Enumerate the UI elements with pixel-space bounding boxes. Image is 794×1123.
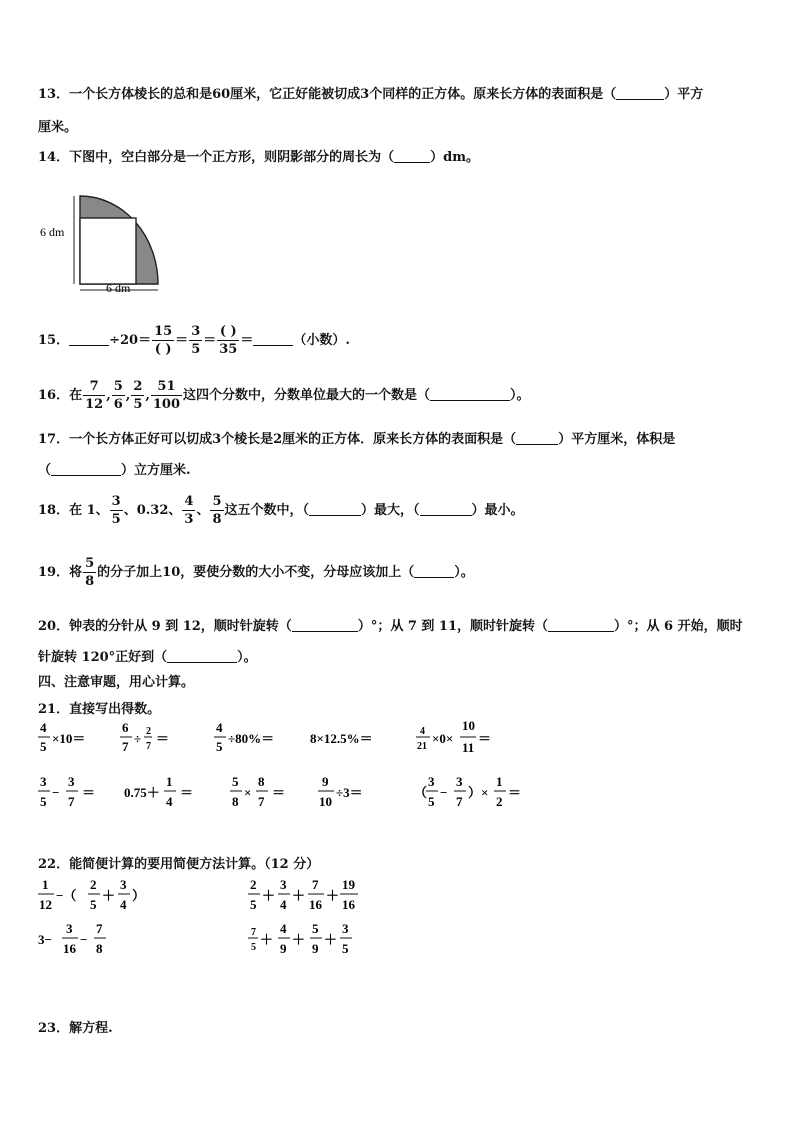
svg-text:10: 10 [319,794,332,809]
q15-div: ÷20＝ [109,333,152,348]
svg-text:（: （ [414,785,428,800]
q22-calculations [38,875,378,965]
q13-text: 一个长方体棱长的总和是60厘米，它正好能被切成3个同样的正方体。原来长方体的表面积是（ [69,87,617,102]
svg-text:12: 12 [39,897,52,912]
q14-tail: ）dm。 [430,150,479,165]
svg-text:1: 1 [166,774,173,789]
svg-text:3−: 3− [38,932,52,947]
svg-text:16: 16 [63,941,76,956]
svg-text:5: 5 [232,774,239,789]
q15-frac2: $\frac{3}{5}$ [191,324,201,357]
svg-text:）: ） [132,888,146,903]
svg-text:4: 4 [166,794,173,809]
svg-text:4: 4 [216,720,223,735]
q17-line2: （ ）立方厘米. [38,463,191,478]
q19-number: 19． [38,565,70,580]
calc-22-1 [38,877,145,912]
q15-blank1[interactable] [69,333,109,346]
svg-text:4: 4 [280,897,287,912]
q14-figure [38,188,168,300]
svg-text:7: 7 [68,794,75,809]
q18-frac: $\frac{5}{8}$ [212,494,222,527]
svg-text:3: 3 [280,877,287,892]
q18-blank2[interactable] [420,503,472,516]
svg-text:＝: ＝ [478,731,492,746]
svg-text:3: 3 [342,921,349,936]
svg-text:4: 4 [420,726,425,737]
q20-line2: 针旋转 120°正好到（ ）。 [38,650,257,665]
q13-number: 13． [38,87,70,102]
calc-row-2 [38,774,521,809]
svg-text:7: 7 [122,739,129,754]
svg-text:0.75＋: 0.75＋ [124,785,160,800]
svg-text:9: 9 [312,941,319,956]
svg-text:19: 19 [342,877,355,892]
svg-text:1: 1 [496,774,503,789]
svg-text:−: − [440,785,448,800]
svg-text:7: 7 [456,794,463,809]
q15-frac3: $\frac{( )}{35}$ [219,324,238,357]
svg-text:8: 8 [258,774,265,789]
svg-text:＋: ＋ [292,888,306,903]
svg-text:÷80%＝: ÷80%＝ [228,731,275,746]
calc-22-2 [248,877,358,912]
left-label: 6 dm [40,225,65,239]
q17-blank1[interactable] [516,432,558,445]
svg-text:7: 7 [258,794,265,809]
svg-text:×: × [244,785,252,800]
q14-blank[interactable] [394,150,430,163]
svg-text:4: 4 [120,897,127,912]
svg-text:＋: ＋ [326,888,340,903]
svg-text:−: − [80,932,88,947]
svg-text:×10＝: ×10＝ [52,731,86,746]
svg-text:÷: ÷ [134,731,142,746]
q18-frac: $\frac{3}{5}$ [111,494,121,527]
svg-text:5: 5 [40,739,47,754]
q13-tail: ）平方 [664,87,704,102]
svg-text:−: − [52,785,60,800]
q16-frac: $\frac{2}{5}$ [133,379,143,412]
q18-frac: $\frac{4}{3}$ [184,494,194,527]
svg-text:7: 7 [146,741,151,752]
svg-text:＝: ＝ [272,785,286,800]
q14-number: 14． [38,150,70,165]
svg-text:5: 5 [250,897,257,912]
q14-text: 下图中，空白部分是一个正方形，则阴影部分的周长为（ [69,150,395,165]
svg-text:＋: ＋ [292,932,306,947]
question-13 [38,83,703,102]
svg-text:8: 8 [96,941,103,956]
svg-text:10: 10 [462,718,475,733]
svg-text:＋: ＋ [324,932,338,947]
q19-blank[interactable] [414,565,454,578]
calc-row-1 [38,718,491,755]
svg-text:＝: ＝ [508,785,522,800]
question-16: 16．在 $\frac{7}{12}$ , $\frac{5}{6}$ , $\frac{2}{5}$ , $\frac{51}{100}$ 这四个分数中，分数单位最大的一个数是（ ）。 [38,379,530,412]
svg-text:5: 5 [428,794,435,809]
svg-text:1: 1 [42,877,49,892]
question-21: 21．直接写出得数。 [38,702,161,717]
white-square [80,218,136,284]
q15-tail: （小数）. [293,333,350,348]
q17-blank2[interactable] [51,463,121,476]
svg-text:16: 16 [309,897,322,912]
svg-text:8×12.5%＝: 8×12.5%＝ [310,731,373,746]
svg-text:2: 2 [146,726,151,737]
svg-text:5: 5 [312,921,319,936]
svg-text:7: 7 [96,921,103,936]
svg-text:3: 3 [120,877,127,892]
svg-text:＝: ＝ [156,731,170,746]
svg-text:2: 2 [90,877,97,892]
q15-frac1: $\frac{15}{( )}$ [154,324,173,357]
q15-blank2[interactable] [253,333,293,346]
svg-text:＋: ＋ [260,932,274,947]
svg-text:−（: −（ [56,888,77,903]
section-4-heading: 四、注意审题，用心计算。 [38,675,195,690]
svg-text:＝: ＝ [82,785,96,800]
question-20: 20．钟表的分针从 9 到 12，顺时针旋转（ ）°；从 7 到 11，顺时针旋转（ ）°；从 6 开始，顺时 [38,619,743,634]
svg-text:5: 5 [40,794,47,809]
svg-text:5: 5 [216,739,223,754]
q16-number: 16． [38,388,70,403]
svg-text:2: 2 [496,794,503,809]
svg-text:7: 7 [251,927,256,938]
svg-text:＋: ＋ [102,888,116,903]
svg-text:4: 4 [280,921,287,936]
q21-calculations [38,718,578,828]
q13-blank[interactable] [616,87,664,100]
svg-text:3: 3 [456,774,463,789]
svg-text:3: 3 [68,774,75,789]
svg-text:3: 3 [428,774,435,789]
calc-22-4 [248,921,352,956]
q16-frac: $\frac{5}{6}$ [113,379,123,412]
question-22: 22．能简便计算的要用简便方法计算。（12 分） [38,857,320,872]
calc-22-3 [38,921,106,956]
q16-frac: $\frac{51}{100}$ [152,379,181,412]
svg-text:8: 8 [232,794,239,809]
q20-number: 20． [38,619,70,634]
question-18: 18．在 1、 $\frac{3}{5}$ 、0.32、 $\frac{4}{3}$ 、 $\frac{5}{8}$ 这五个数中，（ ）最大，（ ）最小。 [38,494,524,527]
q18-number: 18． [38,503,70,518]
svg-text:×0×: ×0× [432,731,454,746]
svg-text:5: 5 [342,941,349,956]
svg-text:4: 4 [40,720,47,735]
svg-text:2: 2 [250,877,257,892]
q19-frac: $\frac{5}{8}$ [85,556,95,589]
question-19: 19．将 $\frac{5}{8}$ 的分子加上10，要使分数的大小不变，分母应该加上（ ）。 [38,556,474,589]
q13-line2: 厘米。 [38,120,78,135]
svg-text:5: 5 [251,942,256,953]
svg-text:3: 3 [66,921,73,936]
q15-number: 15． [38,333,70,348]
svg-text:7: 7 [312,877,319,892]
svg-text:÷3＝: ÷3＝ [336,785,363,800]
svg-text:＋: ＋ [262,888,276,903]
q20-blank3[interactable] [167,650,237,663]
q20-blank2[interactable] [548,619,614,632]
q16-blank[interactable] [430,388,510,401]
svg-text:9: 9 [322,774,329,789]
q18-blank1[interactable] [309,503,361,516]
svg-text:11: 11 [462,740,475,755]
bottom-label: 6 dm [106,281,131,295]
svg-text:）×: ）× [468,785,489,800]
q17-number: 17． [38,432,70,447]
svg-text:21: 21 [417,741,427,752]
svg-text:9: 9 [280,941,287,956]
q16-frac: $\frac{7}{12}$ [85,379,104,412]
question-17: 17．一个长方体正好可以切成3个棱长是2厘米的正方体．原来长方体的表面积是（ ）平方厘米，体积是 [38,432,676,447]
svg-text:16: 16 [342,897,355,912]
svg-text:6: 6 [122,720,129,735]
svg-text:3: 3 [40,774,47,789]
question-14 [38,146,479,165]
question-23: 23．解方程. [38,1021,113,1036]
q20-blank1[interactable] [292,619,358,632]
question-15: 15． ÷20＝ $\frac{15}{( )}$ ＝ $\frac{3}{5}$ ＝ $\frac{( )}{35}$ ＝ （小数）. [38,324,350,357]
svg-text:5: 5 [90,897,97,912]
svg-text:＝: ＝ [180,785,194,800]
